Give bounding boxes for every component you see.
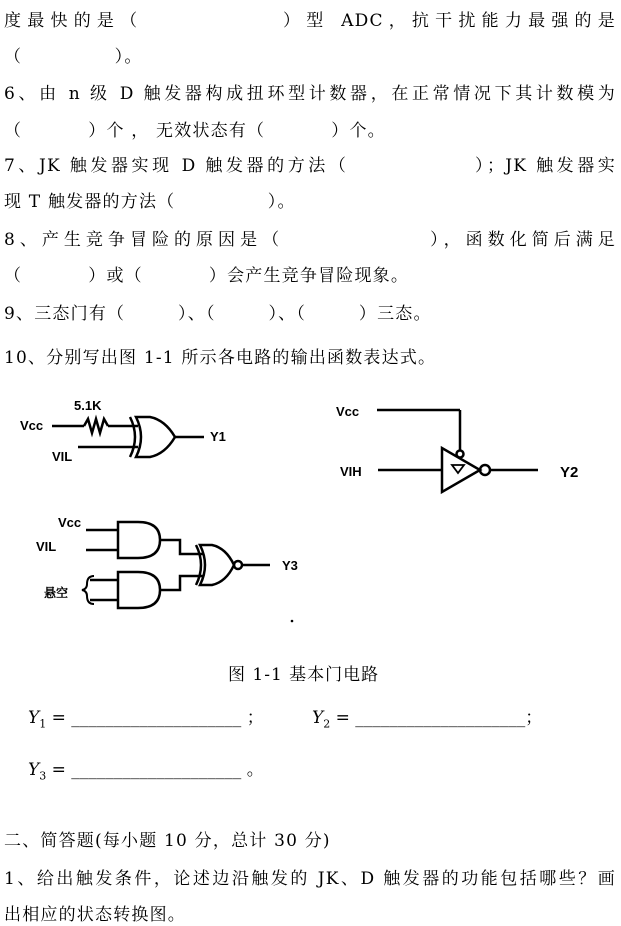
c1-output-label: Y1 — [210, 429, 226, 444]
question-7-line-1: 7、JK 触发器实现 D 触发器的方法（ ）；JK 触发器实 — [4, 156, 616, 176]
y1-sub: 1 — [39, 717, 47, 731]
section-2-question-1-line-2: 出相应的状态转换图。 — [4, 905, 186, 925]
equation-y3 — [28, 755, 264, 782]
c1-vil-label: VIL — [52, 449, 73, 464]
c3-float-label: 悬空 — [44, 586, 69, 600]
y1-label: Y — [28, 708, 40, 728]
c2-vih-label: VIH — [340, 464, 362, 479]
c1-vcc-label: Vcc — [20, 418, 44, 433]
question-6-line-1: 6、由 n 级 D 触发器构成扭环型计数器，在正常情况下其计数模为 — [4, 84, 616, 104]
y3-label: Y — [28, 760, 40, 780]
question-8-line-1: 8、产生竞争冒险的原因是（ ），函数化简后满足 — [4, 230, 616, 250]
section-2-heading: 二、简答题(每小题 10 分，总计 30 分) — [4, 831, 331, 851]
y3-sub: 3 — [39, 769, 47, 783]
figure-caption: 图 1-1 基本门电路 — [228, 665, 380, 685]
y1-blank: = ____________________ ； — [46, 708, 264, 728]
y2-label: Y — [312, 708, 324, 728]
y2-blank: = ____________________； — [330, 708, 543, 728]
c3-vil-label: VIL — [36, 539, 57, 554]
y3-blank: = ____________________ 。 — [46, 760, 264, 780]
c3-vcc-label: Vcc — [58, 515, 82, 530]
question-7-line-2: 现 T 触发器的方法（ ）。 — [4, 192, 296, 212]
text-line-1: 度最快的是（ ）型 ADC，抗干扰能力最强的是 — [4, 11, 616, 31]
c2-output-label: Y2 — [560, 464, 579, 481]
c3-output-label: Y3 — [282, 558, 298, 573]
section-2-question-1-line-1: 1、给出触发条件，论述边沿触发的 JK、D 触发器的功能包括哪些？画 — [4, 869, 616, 889]
c2-vcc-label: Vcc — [336, 404, 360, 419]
question-8-line-2: （ ）或（ ）会产生竞争冒险现象。 — [4, 266, 410, 286]
question-9: 9、三态门有（ ）、（ ）、（ ）三态。 — [4, 304, 432, 324]
equation-y1 — [28, 703, 264, 730]
y2-sub: 2 — [323, 717, 331, 731]
equation-y2 — [312, 703, 542, 730]
c1-resistor-label: 5.1K — [74, 398, 102, 413]
question-10: 10、分别写出图 1-1 所示各电路的输出函数表达式。 — [4, 348, 437, 368]
question-6-line-2: （ ）个 ， 无效状态有（ ）个。 — [4, 121, 386, 141]
text-line-2: （ ）。 — [4, 47, 143, 67]
